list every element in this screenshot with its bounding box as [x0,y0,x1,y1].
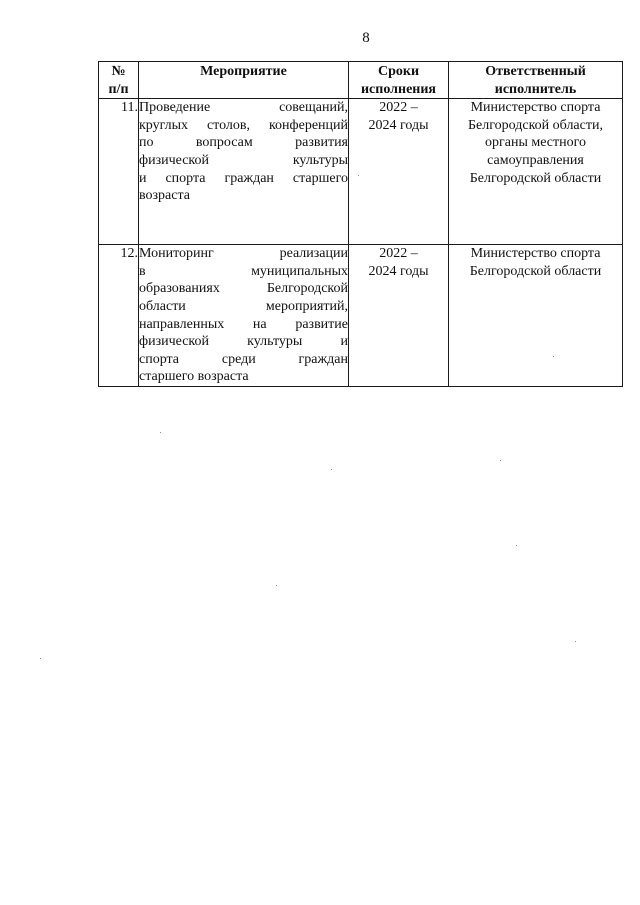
row-term [349,99,449,245]
row-number: 12. [99,245,139,387]
executor-line: Министерство спорта [470,100,601,116]
scan-speck [553,356,554,357]
header-executor-line: исполнитель [494,81,577,97]
row-term [349,245,449,387]
header-activity-line: Мероприятие [200,64,287,79]
activity-line: Мониторинг реализации [139,246,348,262]
scan-speck [331,469,332,470]
activity-line: физической культуры и [139,334,348,350]
scan-speck [40,658,41,659]
activity-line: и спорта граждан старшего [139,170,348,186]
table-row [99,245,623,387]
scan-speck [500,460,501,461]
activity-line: Проведение совещаний, [139,100,348,116]
header-activity [139,62,349,99]
scan-speck [160,432,161,433]
term-line: 2024 годы [368,263,429,279]
executor-line: Белгородской области [469,170,602,186]
activity-line: старшего возраста [139,369,249,385]
term-line: 2024 годы [368,117,429,133]
header-term-line: исполнения [360,81,436,97]
executor-line: Министерство спорта [470,246,601,262]
activity-line: физической культуры [139,152,348,168]
activity-line: в муниципальных [139,263,348,279]
header-number-line: № [111,64,126,79]
header-executor [449,62,623,99]
scan-speck [358,175,359,176]
term-line: 2022 – [379,100,418,116]
activity-line: круглых столов, конференций [139,117,348,133]
table-row [99,99,623,245]
row-executor [449,99,623,245]
header-number [99,62,139,99]
activity-line: возраста [139,188,190,204]
activity-line: образованиях Белгородской [139,281,348,297]
activity-line: направленных на развитие [139,316,348,332]
scan-speck [516,545,517,546]
row-executor [449,245,623,387]
scan-speck [276,585,277,586]
row-number: 11. [99,99,139,245]
executor-line: самоуправления [487,152,584,168]
activity-line: спорта среди граждан [139,351,348,367]
activity-line: по вопросам развития [139,135,348,151]
header-executor-line: Ответственный [485,64,586,79]
activities-table [98,61,623,387]
term-line: 2022 – [379,246,418,262]
executor-line: органы местного [485,135,586,151]
header-term-line: Сроки [377,64,420,79]
header-number-line: п/п [108,81,129,97]
row-activity [139,99,349,245]
table-header-row [99,62,623,99]
executor-line: Белгородской области [469,263,602,279]
page-number: 8 [362,30,370,46]
activity-line: области мероприятий, [139,298,348,314]
row-activity [139,245,349,387]
header-term [349,62,449,99]
scan-speck [575,641,576,642]
executor-line: Белгородской области, [468,117,603,133]
